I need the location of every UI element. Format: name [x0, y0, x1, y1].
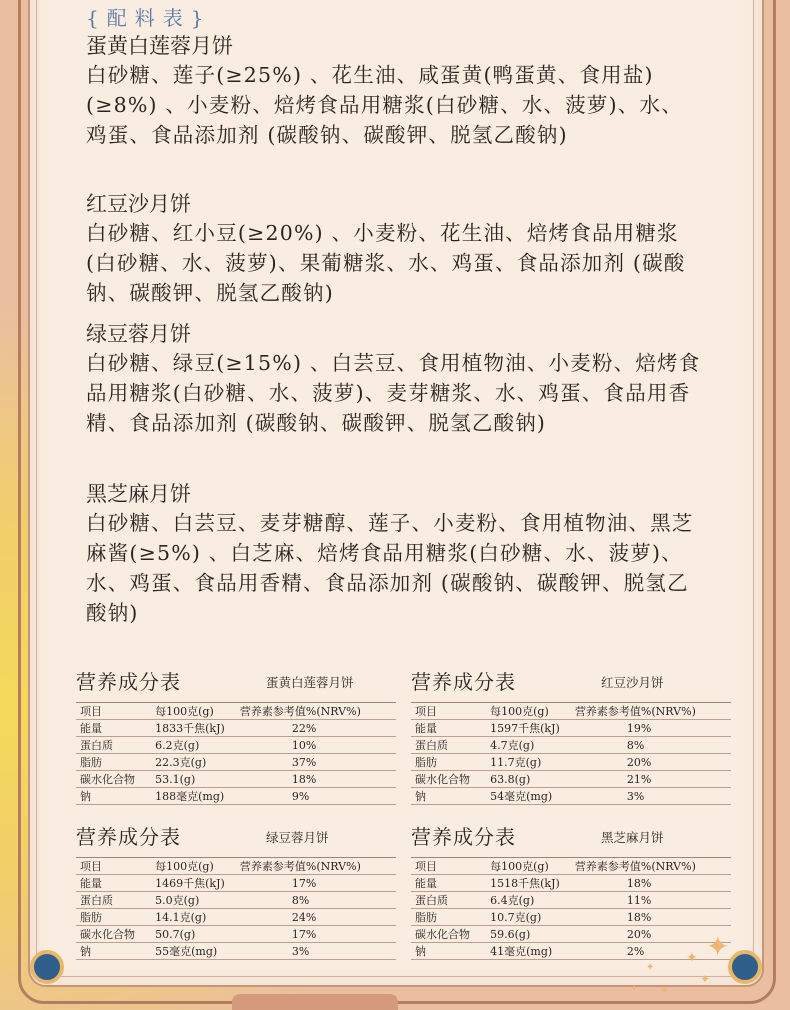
section-name: 黑芝麻月饼 [86, 482, 191, 506]
cell: 37% [240, 754, 396, 771]
nutrition-table-2 [76, 821, 396, 960]
star-decoration-icon: ✦ [630, 984, 638, 994]
table-row [411, 909, 731, 926]
cell: 脂肪 [76, 909, 155, 926]
corner-medallion-icon [30, 950, 64, 984]
cell: 20% [575, 754, 731, 771]
section-text: 白砂糖、白芸豆、麦芽糖醇、莲子、小麦粉、食用植物油、黑芝麻酱(≥5%) 、白芝麻、焙烤食品用糖浆(白砂糖、水、菠萝)、水、鸡蛋、食品用香精、食品添加剂 (碳酸钠、碳酸钾、脱氢乙酸钠) [86, 511, 694, 625]
cell: 20% [575, 926, 731, 943]
nutrition-grid [411, 857, 731, 960]
cell: 14.1克(g) [155, 909, 240, 926]
star-decoration-icon: ✦ [700, 972, 711, 986]
table-row [411, 926, 731, 943]
ingredient-section [86, 190, 701, 308]
nutrition-flavor: 红豆沙月饼 [601, 675, 664, 690]
table-row [76, 943, 396, 960]
cell: 钠 [76, 943, 155, 960]
section-name: 红豆沙月饼 [86, 192, 191, 216]
cell: 钠 [76, 788, 155, 805]
nutrition-title: 营养成分表 [411, 825, 516, 849]
cell: 11% [575, 892, 731, 909]
cell: 22.3克(g) [155, 754, 240, 771]
cell: 24% [240, 909, 396, 926]
cell: 22% [240, 720, 396, 737]
table-row [76, 754, 396, 771]
nutrition-grid [76, 857, 396, 960]
cell: 1518千焦(kJ) [490, 875, 575, 892]
cell: 10% [240, 737, 396, 754]
cell: 3% [240, 943, 396, 960]
cell: 蛋白质 [411, 737, 490, 754]
cell: 2% [575, 943, 731, 960]
cell: 6.2克(g) [155, 737, 240, 754]
nutrition-grid [411, 702, 731, 805]
cell: 3% [575, 788, 731, 805]
star-decoration-icon: ✦ [686, 950, 698, 966]
cell: 55毫克(mg) [155, 943, 240, 960]
header-cell: 项目 [411, 703, 490, 720]
ingredients-title: {配料表} [86, 6, 212, 30]
cell: 能量 [411, 720, 490, 737]
table-row [411, 771, 731, 788]
cell: 碳水化合物 [76, 771, 155, 788]
header-cell: 营养素参考值%(NRV%) [240, 703, 396, 720]
cell: 蛋白质 [76, 892, 155, 909]
cell: 21% [575, 771, 731, 788]
table-row [76, 875, 396, 892]
cell: 脂肪 [411, 754, 490, 771]
cell: 50.7(g) [155, 926, 240, 943]
ingredient-section [86, 320, 701, 438]
cell: 碳水化合物 [411, 771, 490, 788]
cell: 9% [240, 788, 396, 805]
header-cell: 每100克(g) [155, 703, 240, 720]
table-row [411, 788, 731, 805]
nutrition-title: 营养成分表 [76, 825, 181, 849]
cell: 5.0克(g) [155, 892, 240, 909]
cell: 8% [575, 737, 731, 754]
table-row [76, 926, 396, 943]
cell: 59.6(g) [490, 926, 575, 943]
star-decoration-icon: ✦ [706, 930, 730, 963]
cell: 碳水化合物 [411, 926, 490, 943]
cell: 19% [575, 720, 731, 737]
header-cell: 营养素参考值%(NRV%) [240, 858, 396, 875]
cell: 188毫克(mg) [155, 788, 240, 805]
table-row [76, 892, 396, 909]
section-name: 蛋黄白莲蓉月饼 [86, 34, 233, 58]
ingredient-section [86, 480, 701, 628]
cell: 1597千焦(kJ) [490, 720, 575, 737]
table-row [411, 737, 731, 754]
table-header-row [411, 858, 731, 875]
cell: 钠 [411, 943, 490, 960]
cell: 41毫克(mg) [490, 943, 575, 960]
cell: 6.4克(g) [490, 892, 575, 909]
cell: 4.7克(g) [490, 737, 575, 754]
header-cell: 营养素参考值%(NRV%) [575, 703, 731, 720]
section-name: 绿豆蓉月饼 [86, 322, 191, 346]
table-row [411, 892, 731, 909]
cell: 脂肪 [76, 754, 155, 771]
corner-medallion-icon [728, 950, 762, 984]
nutrition-flavor: 绿豆蓉月饼 [266, 830, 329, 845]
cell: 18% [240, 771, 396, 788]
cell: 能量 [76, 875, 155, 892]
cell: 蛋白质 [411, 892, 490, 909]
cell: 17% [240, 926, 396, 943]
cell: 1833千焦(kJ) [155, 720, 240, 737]
header-cell: 项目 [76, 703, 155, 720]
header-cell: 每100克(g) [155, 858, 240, 875]
header-cell: 营养素参考值%(NRV%) [575, 858, 731, 875]
cell: 11.7克(g) [490, 754, 575, 771]
cell: 8% [240, 892, 396, 909]
table-row [76, 737, 396, 754]
cell: 能量 [411, 875, 490, 892]
nutrition-table-3 [411, 821, 731, 960]
cell: 碳水化合物 [76, 926, 155, 943]
cell: 17% [240, 875, 396, 892]
ingredient-section [86, 32, 701, 150]
table-row [411, 943, 731, 960]
section-text: 白砂糖、红小豆(≥20%) 、小麦粉、花生油、焙烤食品用糖浆(白砂糖、水、菠萝)、果葡糖浆、水、鸡蛋、食品添加剂 (碳酸钠、碳酸钾、脱氢乙酸钠) [86, 221, 686, 305]
star-decoration-icon: ✦ [660, 984, 670, 997]
table-row [76, 720, 396, 737]
header-cell: 每100克(g) [490, 858, 575, 875]
table-header-row [76, 703, 396, 720]
nutrition-grid [76, 702, 396, 805]
nutrition-flavor: 蛋黄白莲蓉月饼 [266, 675, 354, 690]
table-row [76, 788, 396, 805]
bottom-band [232, 994, 398, 1010]
table-header-row [76, 858, 396, 875]
table-row [411, 720, 731, 737]
nutrition-title: 营养成分表 [76, 670, 181, 694]
nutrition-title: 营养成分表 [411, 670, 516, 694]
header-cell: 每100克(g) [490, 703, 575, 720]
cell: 钠 [411, 788, 490, 805]
cell: 53.1(g) [155, 771, 240, 788]
cell: 1469千焦(kJ) [155, 875, 240, 892]
table-header-row [411, 703, 731, 720]
table-row [411, 754, 731, 771]
cell: 10.7克(g) [490, 909, 575, 926]
nutrition-flavor: 黑芝麻月饼 [601, 830, 664, 845]
cell: 18% [575, 909, 731, 926]
section-text: 白砂糖、绿豆(≥15%) 、白芸豆、食用植物油、小麦粉、焙烤食品用糖浆(白砂糖、水、菠萝)、麦芽糖浆、水、鸡蛋、食品用香精、食品添加剂 (碳酸钠、碳酸钾、脱氢乙酸钠) [86, 351, 701, 435]
section-text: 白砂糖、莲子(≥25%) 、花生油、咸蛋黄(鸭蛋黄、食用盐)(≥8%) 、小麦粉、焙烤食品用糖浆(白砂糖、水、菠萝)、水、鸡蛋、食品添加剂 (碳酸钠、碳酸钾、脱氢乙酸钠) [86, 63, 683, 147]
cell: 能量 [76, 720, 155, 737]
table-row [76, 909, 396, 926]
table-row [76, 771, 396, 788]
cell: 54毫克(mg) [490, 788, 575, 805]
cell: 18% [575, 875, 731, 892]
cell: 脂肪 [411, 909, 490, 926]
cell: 蛋白质 [76, 737, 155, 754]
cell: 63.8(g) [490, 771, 575, 788]
header-cell: 项目 [411, 858, 490, 875]
nutrition-table-0 [76, 666, 396, 805]
star-decoration-icon: ✦ [646, 962, 655, 973]
nutrition-table-1 [411, 666, 731, 805]
header-cell: 项目 [76, 858, 155, 875]
table-row [411, 875, 731, 892]
